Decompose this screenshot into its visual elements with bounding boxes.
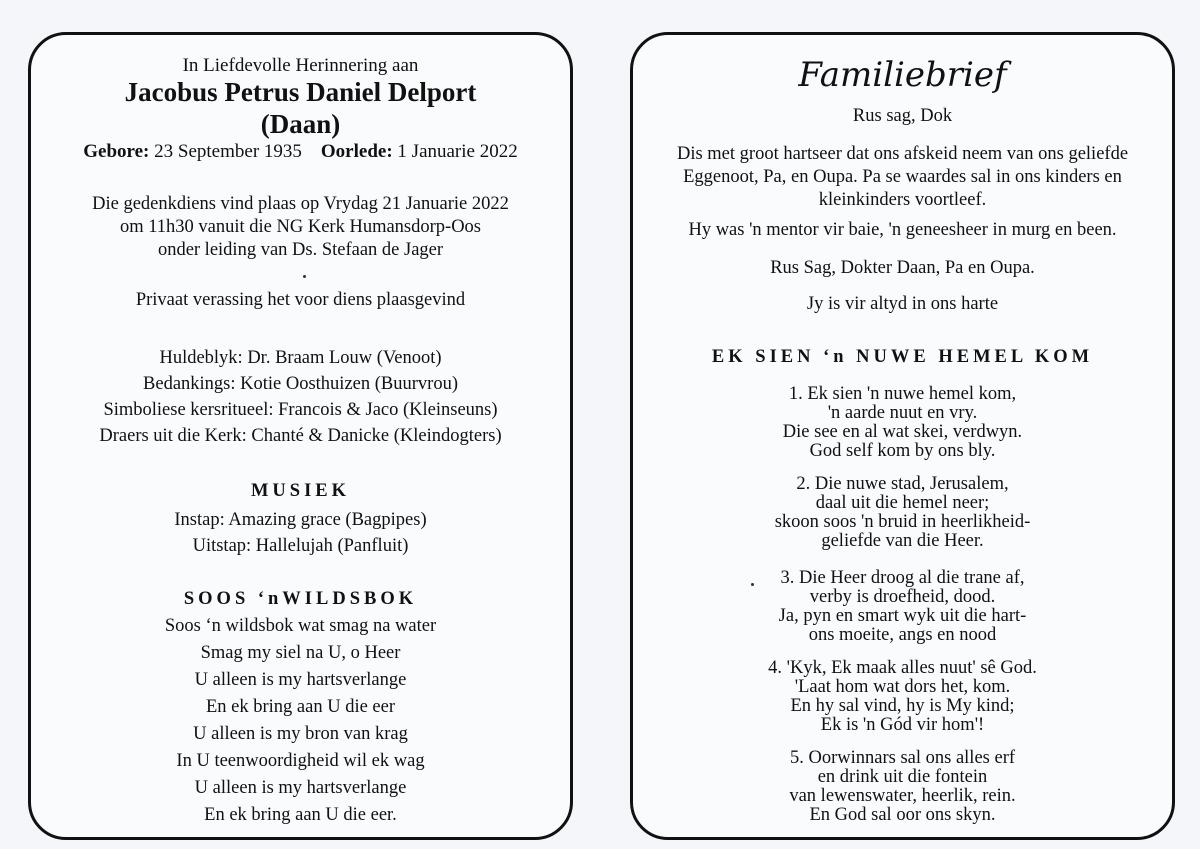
letter-title: Familiebrief bbox=[798, 55, 1007, 95]
intro-text: In Liefdevolle Herinnering aan bbox=[182, 55, 419, 76]
verse-line: 1. Ek sien 'n nuwe hemel kom, bbox=[788, 384, 1017, 404]
verse-line: en drink uit die fontein bbox=[817, 767, 988, 787]
letter-line: Eggenoot, Pa, en Oupa. Pa se waardes sal in ons kinders en bbox=[683, 167, 1122, 187]
verse-line: 'n aarde nuut en vry. bbox=[827, 403, 978, 423]
lyric-line: U alleen is my bron van krag bbox=[193, 724, 408, 744]
verse-line: 2. Die nuwe stad, Jerusalem, bbox=[796, 474, 1009, 494]
cremation-note: Privaat verassing het voor diens plaasgevind bbox=[135, 290, 466, 310]
verse-line: 'Laat hom wat dors het, kom. bbox=[794, 677, 1011, 697]
lyric-line: Soos ‘n wildsbok wat smag na water bbox=[164, 616, 437, 636]
life-dates bbox=[31, 141, 570, 163]
song-lyrics bbox=[31, 613, 570, 829]
program-roles bbox=[31, 345, 570, 449]
family-letter-panel bbox=[630, 32, 1175, 840]
music-list bbox=[31, 507, 570, 559]
deceased-name: Jacobus Petrus Daniel Delport bbox=[124, 77, 477, 107]
speck bbox=[303, 275, 306, 278]
lyric-line: En ek bring aan U die eer bbox=[205, 697, 396, 717]
letter-greeting: Rus sag, Dok bbox=[852, 106, 953, 126]
role-line: Huldeblyk: Dr. Braam Louw (Venoot) bbox=[159, 348, 442, 368]
music-item: Instap: Amazing grace (Bagpipes) bbox=[174, 510, 427, 530]
music-item: Uitstap: Hallelujah (Panfluit) bbox=[192, 536, 409, 556]
verse-line: Ek is 'n Gód vir hom'! bbox=[820, 715, 985, 735]
verse-line: God self kom by ons bly. bbox=[809, 441, 996, 461]
hymn-verse bbox=[633, 659, 1172, 735]
verse-line: 5. Oorwinnars sal ons alles erf bbox=[789, 748, 1016, 768]
verse-line: Die see en al wat skei, verdwyn. bbox=[782, 422, 1023, 442]
hearts-line: Jy is vir altyd in ons harte bbox=[806, 294, 999, 314]
hymn-verse bbox=[633, 385, 1172, 461]
role-line: Bedankings: Kotie Oosthuizen (Buurvrou) bbox=[143, 374, 458, 394]
lyric-line: Smag my siel na U, o Heer bbox=[200, 643, 401, 663]
verse-line: daal uit die hemel neer; bbox=[815, 493, 990, 513]
verse-line: ons moeite, angs en nood bbox=[808, 625, 997, 645]
mentor-line: Hy was 'n mentor vir baie, 'n geneesheer in murg en been. bbox=[688, 220, 1117, 240]
born-label: Gebore: bbox=[83, 141, 150, 162]
service-line: onder leiding van Ds. Stefaan de Jager bbox=[157, 240, 444, 260]
verse-line: verby is droefheid, dood. bbox=[809, 587, 996, 607]
letter-line: kleinkinders voortleef. bbox=[818, 190, 987, 210]
died-date: 1 Januarie 2022 bbox=[397, 141, 518, 162]
memorial-panel bbox=[28, 32, 573, 840]
role-line: Draers uit die Kerk: Chanté & Danicke (Kleindogters) bbox=[99, 426, 502, 446]
deceased-nickname: (Daan) bbox=[260, 109, 341, 139]
verse-line: van lewenswater, heerlik, rein. bbox=[789, 786, 1016, 806]
verse-line: En God sal oor ons skyn. bbox=[809, 805, 996, 825]
letter-line: Dis met groot hartseer dat ons afskeid neem van ons geliefde bbox=[676, 144, 1129, 164]
lyric-line: U alleen is my hartsverlange bbox=[194, 778, 407, 798]
verse-line: Ja, pyn en smart wyk uit die hart- bbox=[778, 606, 1027, 626]
verse-line: 4. 'Kyk, Ek maak alles nuut' sê God. bbox=[768, 658, 1037, 678]
hymn-verse bbox=[633, 749, 1172, 825]
lyric-line: En ek bring aan U die eer. bbox=[204, 805, 397, 825]
died-label: Oorlede: bbox=[320, 141, 393, 162]
hymn-heading: EK SIEN ‘n NUWE HEMEL KOM bbox=[711, 347, 1094, 367]
farewell-line: Rus Sag, Dokter Daan, Pa en Oupa. bbox=[770, 258, 1035, 278]
verse-line: geliefde van die Heer. bbox=[821, 531, 984, 551]
verse-line: En hy sal vind, hy is My kind; bbox=[790, 696, 1015, 716]
music-heading: MUSIEK bbox=[250, 481, 351, 501]
born-date: 23 September 1935 bbox=[154, 141, 302, 162]
service-line: om 11h30 vanuit die NG Kerk Humansdorp-Oos bbox=[119, 217, 482, 237]
service-details bbox=[31, 193, 570, 262]
lyric-line: In U teenwoordigheid wil ek wag bbox=[176, 751, 425, 771]
lyric-line: U alleen is my hartsverlange bbox=[194, 670, 407, 690]
service-line: Die gedenkdiens vind plaas op Vrydag 21 Januarie 2022 bbox=[92, 194, 509, 214]
letter-body bbox=[633, 143, 1172, 212]
verse-line: skoon soos 'n bruid in heerlikheid- bbox=[774, 512, 1031, 532]
hymn-verse bbox=[633, 569, 1172, 645]
hymn-verse bbox=[633, 475, 1172, 551]
song-heading: SOOS ‘nWILDSBOK bbox=[183, 589, 418, 609]
verse-line: 3. Die Heer droog al die trane af, bbox=[780, 568, 1025, 588]
role-line: Simboliese kersritueel: Francois & Jaco (Kleinseuns) bbox=[103, 400, 498, 420]
